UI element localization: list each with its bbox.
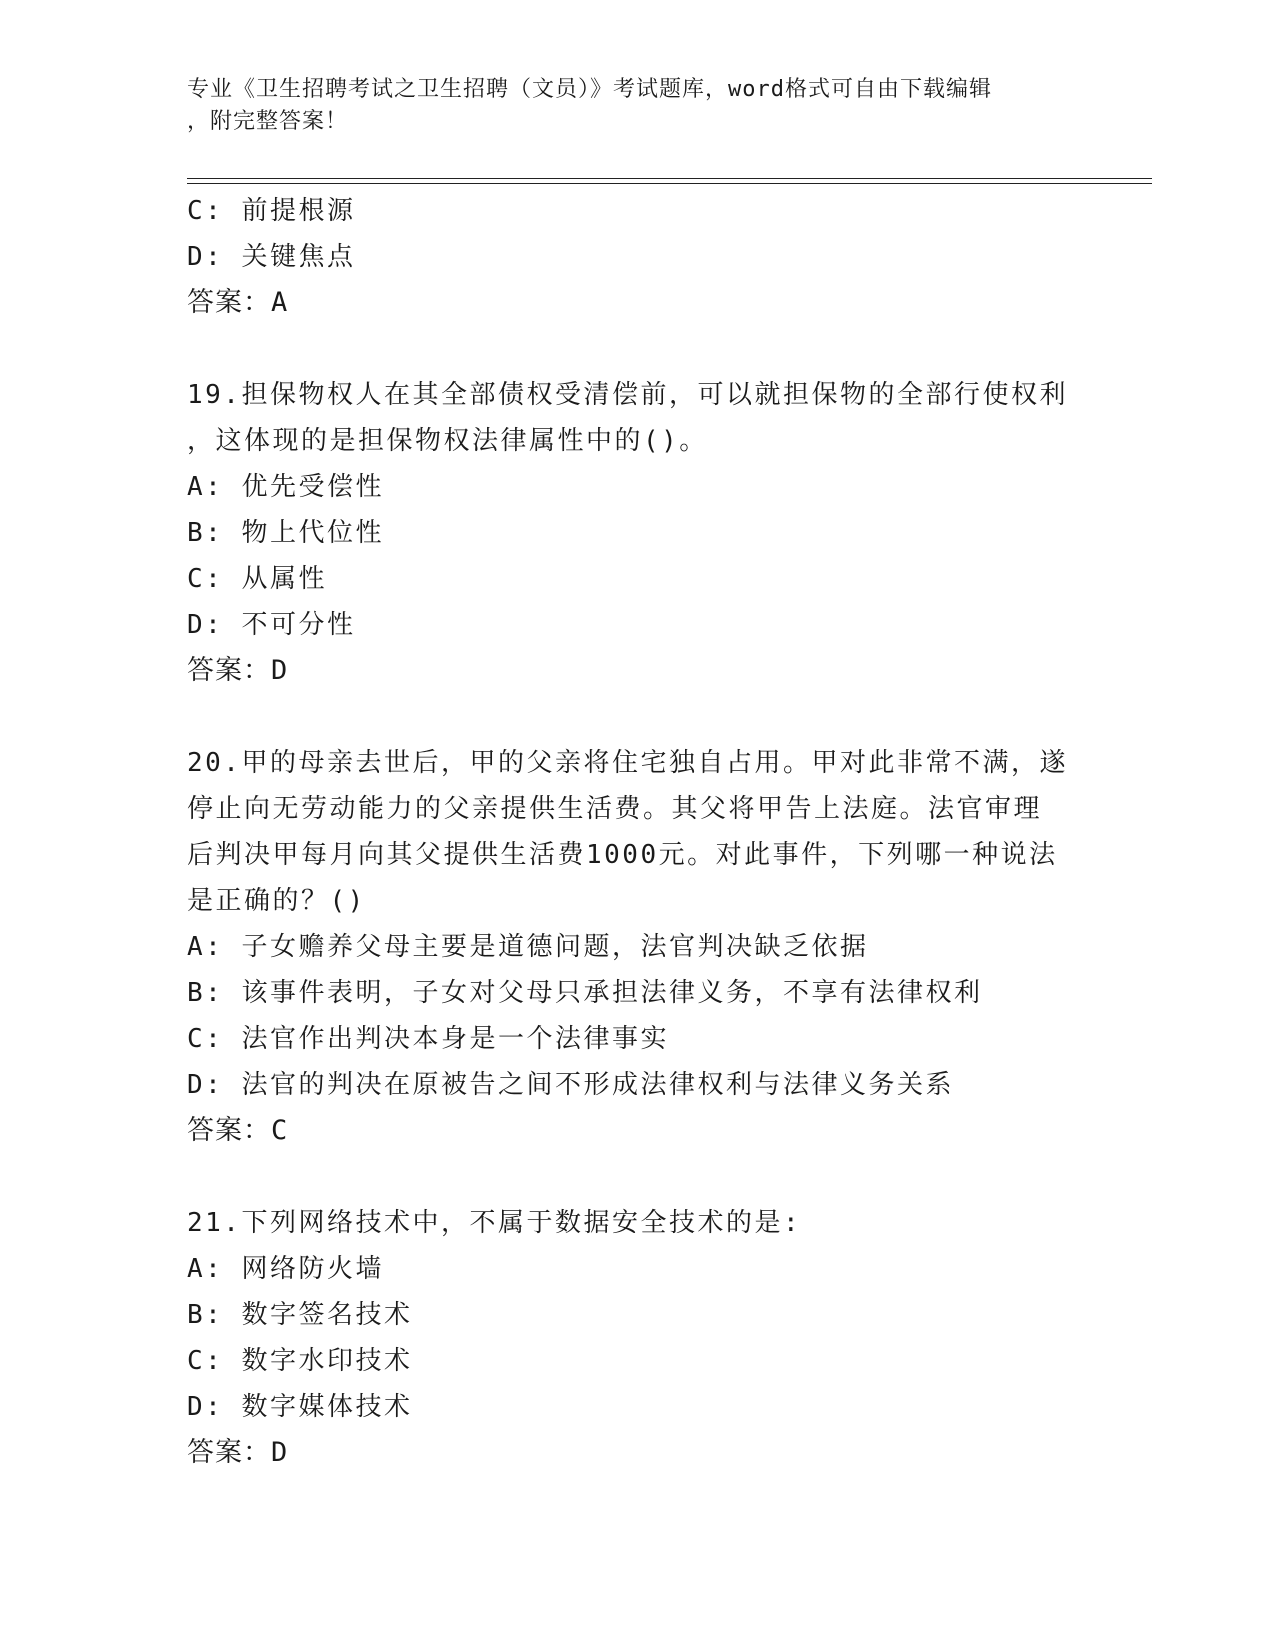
question-list [187,188,1087,1476]
option-d: D: 关键焦点 [187,242,356,272]
question-stem-line: 20.甲的母亲去世后，甲的父亲将住宅独自占用。甲对此非常不满，遂 [187,748,1068,778]
header-line-2: ，附完整答案！ [187,109,349,134]
header-divider-bottom [187,183,1152,184]
spacer [187,694,1087,740]
option-c: C: 法官作出判决本身是一个法律事实 [187,1024,669,1054]
page-header [187,74,1067,138]
question-stem-line: ，这体现的是担保物权法律属性中的()。 [187,426,708,456]
question-stem-line: 停止向无劳动能力的父亲提供生活费。其父将甲告上法庭。法官审理 [187,794,1043,824]
spacer [187,326,1087,372]
option-d: D: 不可分性 [187,610,356,640]
option-a: A: 优先受偿性 [187,472,384,502]
option-c: C: 前提根源 [187,196,356,226]
question-stem-line: 后判决甲每月向其父提供生活费1000元。对此事件，下列哪一种说法 [187,840,1058,870]
answer-line: 答案：D [187,655,289,686]
option-d: D: 数字媒体技术 [187,1392,413,1422]
question-20 [187,740,1087,1154]
option-c: C: 从属性 [187,564,327,594]
option-b: B: 数字签名技术 [187,1300,413,1330]
question-stem-line: 19.担保物权人在其全部债权受清偿前，可以就担保物的全部行使权利 [187,380,1068,410]
option-d: D: 法官的判决在原被告之间不形成法律权利与法律义务关系 [187,1070,954,1100]
question-stem-line: 是正确的？() [187,886,366,916]
question-19 [187,372,1087,694]
header-line-1: 专业《卫生招聘考试之卫生招聘（文员）》考试题库，word格式可自由下载编辑 [187,77,992,102]
option-a: A: 网络防火墙 [187,1254,384,1284]
spacer [187,1154,1087,1200]
answer-line: 答案：A [187,287,289,318]
option-c: C: 数字水印技术 [187,1346,413,1376]
question-18-tail [187,188,1087,326]
answer-line: 答案：C [187,1115,289,1146]
question-stem-line: 21.下列网络技术中，不属于数据安全技术的是: [187,1208,802,1238]
option-b: B: 物上代位性 [187,518,384,548]
option-a: A: 子女赡养父母主要是道德问题，法官判决缺乏依据 [187,932,869,962]
answer-line: 答案：D [187,1437,289,1468]
question-21 [187,1200,1087,1476]
option-b: B: 该事件表明，子女对父母只承担法律义务，不享有法律权利 [187,978,983,1008]
header-divider-top [187,178,1152,179]
